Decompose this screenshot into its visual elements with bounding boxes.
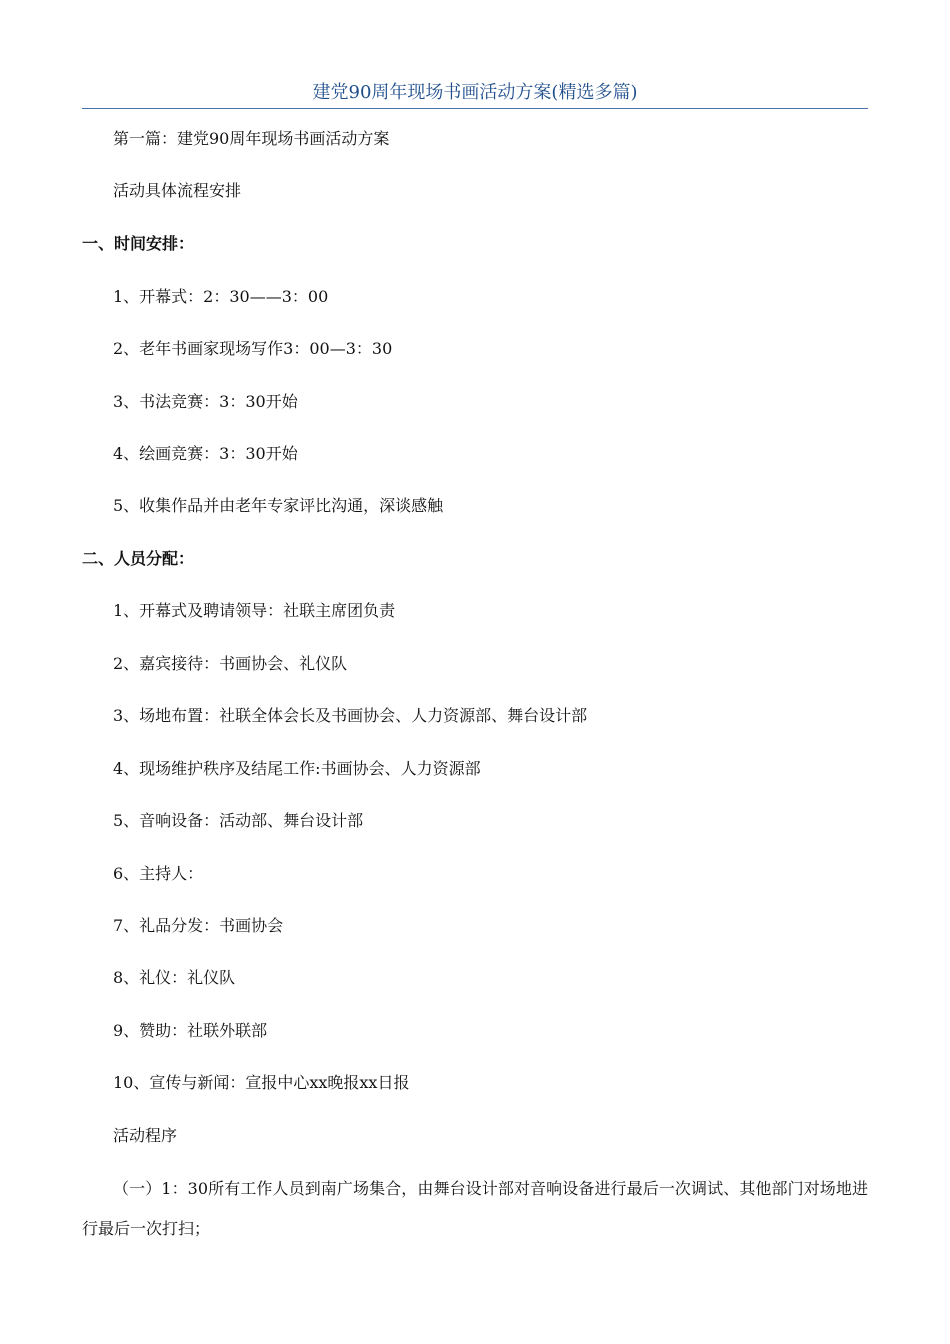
list-item: 1、开幕式：2：30——3：00 [113,287,329,306]
list-item: 5、音响设备：活动部、舞台设计部 [113,811,364,830]
section-heading-staff: 二、人员分配： [82,549,195,568]
list-item: 9、赞助：社联外联部 [113,1021,268,1040]
list-item: 2、嘉宾接待：书画协会、礼仪队 [113,654,348,673]
list-item: 5、收集作品并由老年专家评比沟通，深谈感触 [113,496,444,515]
list-item: 2、老年书画家现场写作3：00—3：30 [113,339,393,358]
header-rule [82,108,868,109]
list-item: 4、绘画竞赛：3：30开始 [113,444,298,463]
document-title: 建党90周年现场书画活动方案(精选多篇) [312,82,638,103]
list-item: 10、宣传与新闻：宣报中心xx晚报xx日报 [113,1073,410,1092]
chapter-heading: 第一篇：建党90周年现场书画活动方案 [113,129,390,148]
list-item: 3、场地布置：社联全体会长及书画协会、人力资源部、舞台设计部 [113,706,588,725]
program-heading: 活动程序 [113,1126,178,1145]
list-item: 1、开幕式及聘请领导：社联主席团负责 [113,601,396,620]
list-item: 3、书法竞赛：3：30开始 [113,392,298,411]
list-item: 8、礼仪：礼仪队 [113,968,236,987]
section-heading-time: 一、时间安排： [82,234,195,253]
list-item: 7、礼品分发：书画协会 [113,916,284,935]
list-item: 6、主持人： [113,864,204,883]
program-paragraph: （一）1：30所有工作人员到南广场集合，由舞台设计部对音响设备进行最后一次调试、其他部门对场地进行最后一次打扫； [82,1179,868,1238]
flow-heading: 活动具体流程安排 [113,181,242,200]
list-item: 4、现场维护秩序及结尾工作:书画协会、人力资源部 [113,759,481,778]
